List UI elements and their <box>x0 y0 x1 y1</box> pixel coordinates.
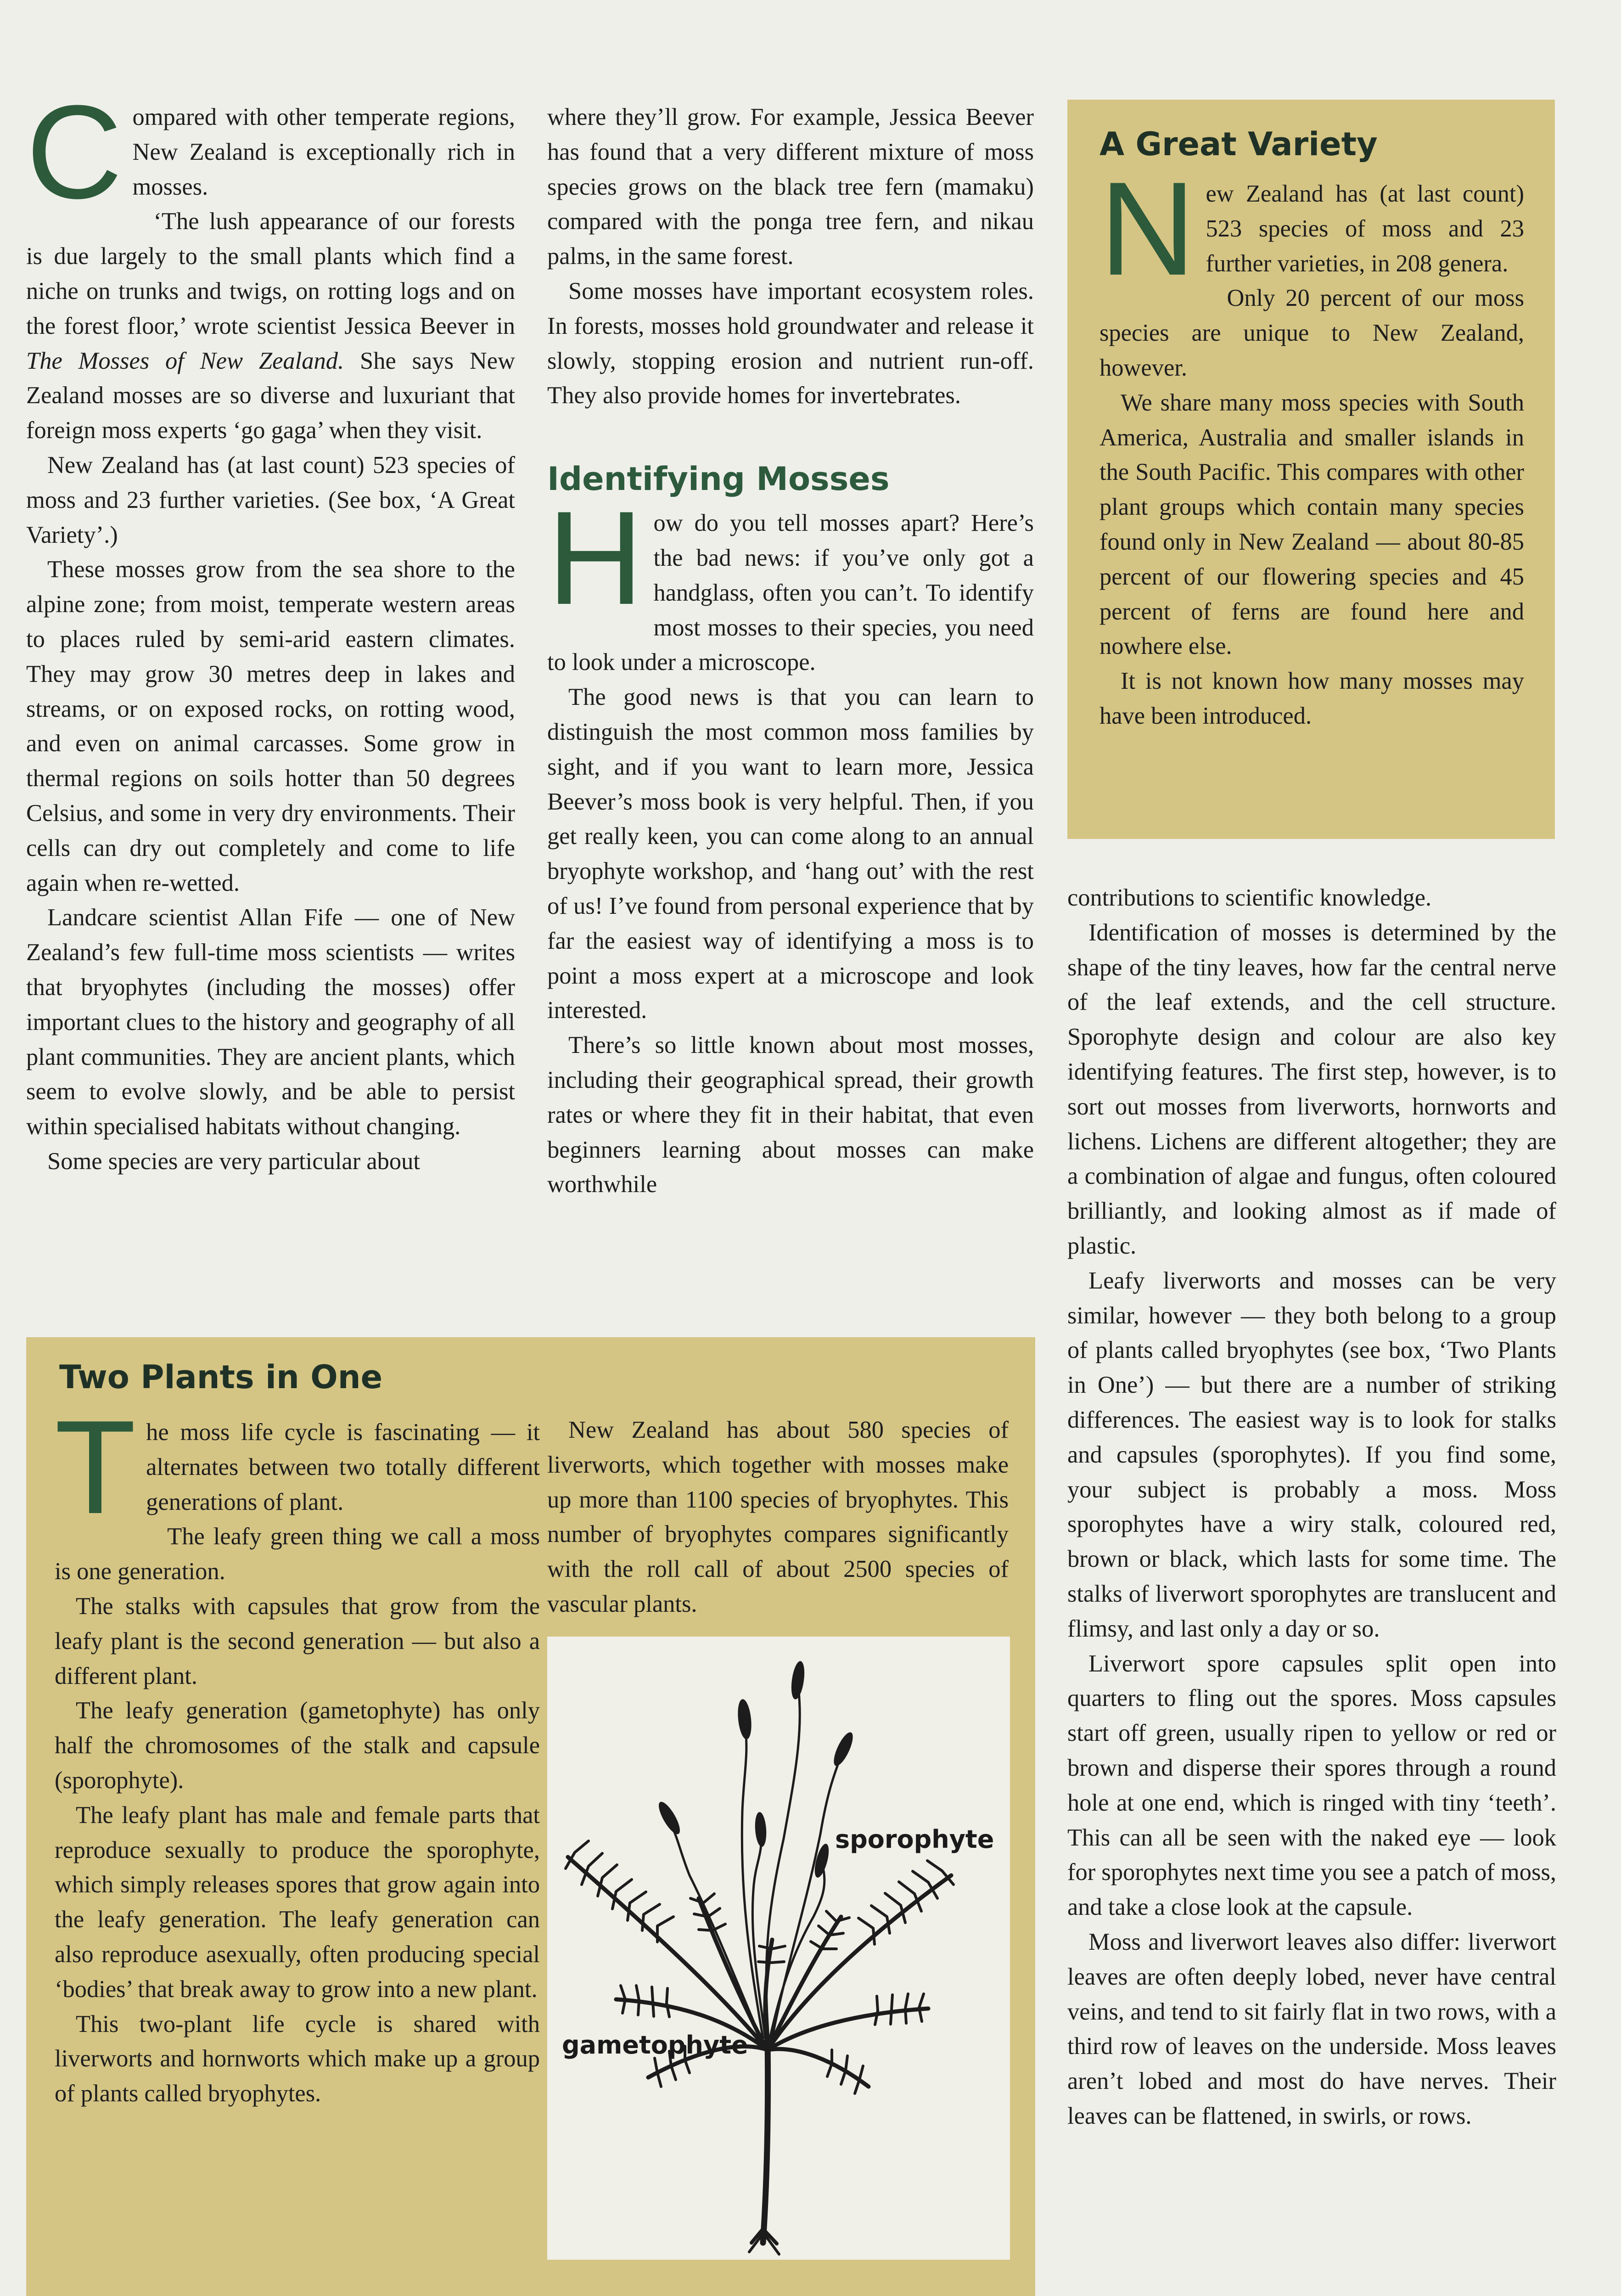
great-variety-box <box>1067 100 1555 839</box>
plants-right-paragraph: New Zealand has about 580 species of liverworts, which together with mosses make up more than 1100 species of bryophytes. This number of bryophytes compares significantly with the roll call of about 2500 species of vascular plants. <box>547 1417 1009 1617</box>
middle-paragraph-4: The good news is that you can learn to distinguish the most common moss families by sight, and if you want to learn more, Jessica Beever’s moss book is very helpful. Then, if you get really keen, you can come along to an annual bryophyte workshop, and ‘hang out’ with the rest of us! I’ve found from personal experience that by far the easiest way of identifying a moss is to point a moss expert at a microscope and look interested. <box>547 684 1034 1024</box>
intro-column <box>26 78 515 1179</box>
plants-paragraph-3: The stalks with capsules that grow from the leafy plant is the second generation — but also a different plant. <box>55 1593 540 1689</box>
plants-paragraph-5: The leafy plant has male and female parts that reproduce sexually to produce the sporophyte, which simply releases spores that grow again into the leafy generation. The leafy generation can also reproduce asexually, often producing special ‘bodies’ that break away to grow into a new plant. <box>55 1801 540 2003</box>
middle-paragraph-5: There’s so little known about most mosses, including their geographical spread, their growth rates or where they fit in their habitat, that even beginners learning about mosses can make worthwhile <box>547 1032 1034 1198</box>
right-paragraph-1: contributions to scientific knowledge. <box>1067 884 1432 911</box>
right-column <box>1067 881 1556 2134</box>
intro-paragraph-4: These mosses grow from the sea shore to the alpine zone; from moist, temperate western areas to places ruled by semi-arid eastern climates. They may grow 30 metres deep in lakes and streams, or on exposed rocks, on rotting wood, and even on animal carcasses. Some grow in thermal regions on soils hotter than 50 degrees Celsius, and some in very dry environments. Their cells can dry out completely and come to life again when re-wetted. <box>26 556 515 896</box>
two-plants-heading: Two Plants in One <box>59 1358 383 1396</box>
intro-paragraph-6: Some species are very particular about <box>47 1148 420 1175</box>
two-plants-left-text <box>55 1393 540 2111</box>
drop-cap: T <box>55 1393 136 1542</box>
drop-cap: N <box>1099 154 1196 303</box>
book-title: The Mosses of New Zealand. <box>26 347 344 374</box>
plants-paragraph-2: The leafy green thing we call a moss is one generation. <box>55 1523 540 1585</box>
intro-paragraph-5: Landcare scientist Allan Fife — one of New Zealand’s few full-time moss scientists — writes that bryophytes (including the mosses) offer important clues to the history and geography of all plant communities. They are ancient plants, which seem to evolve slowly, and be able to persist within specialised habitats without changing. <box>26 904 515 1140</box>
variety-paragraph-3: We share many moss species with South America, Australia and smaller islands in the South Pacific. This compares with other plant groups which contain many species found only in New Zealand — about 80-85 percent of our flowering species and 45 percent of ferns are found here and nowhere else. <box>1099 389 1524 660</box>
intro-paragraph-1: Compared with other temperate regions, New Zealand is exceptionally rich in mosses. <box>26 78 515 226</box>
middle-paragraph-1: where they’ll grow. For example, Jessica Beever has found that a very different mixture of moss species grows on the black tree fern (mamaku) compared with the ponga tree fern, and nikau palms, in the same forest. <box>547 104 1034 270</box>
right-paragraph-3: Leafy liverworts and mosses can be very similar, however — they both belong to a group of plants called bryophytes (see box, ‘Two Plants in One’) — but there are a number of striking differences. The easiest way is to look for stalks and capsules (sporophytes). If you find some, your subject is probably a moss. Moss sporophytes have a wiry stalk, coloured red, brown or black, which lasts for some time. The stalks of liverwort sporophytes are translucent and flimsy, and last only a day or so. <box>1067 1267 1556 1642</box>
moss-figure <box>547 1637 1010 2260</box>
two-plants-box <box>26 1337 1035 2296</box>
gametophyte-label: gametophyte <box>562 2031 748 2060</box>
drop-cap: H <box>547 484 644 633</box>
right-paragraph-2: Identification of mosses is determined by the shape of the tiny leaves, how far the central nerve of the leaf extends, and the cell structure. Sporophyte design and colour are also key identifying features. The first step, however, is to sort out mosses from liverworts, hornworts and lichens. Lichens are different altogether; they are a combination of algae and fungus, often coloured brilliantly, and looking almost as if made of plastic. <box>1067 919 1556 1259</box>
variety-paragraph-2: Only 20 percent of our moss species are unique to New Zealand, however. <box>1099 285 1524 381</box>
plants-paragraph-4: The leafy generation (gametophyte) has only half the chromosomes of the stalk and capsule (sporophyte). <box>55 1697 540 1794</box>
middle-column <box>547 100 1034 1202</box>
sporophyte-label: sporophyte <box>835 1825 994 1854</box>
middle-paragraph-3: How do you tell mosses apart? Here’s the bad news: if you’ve only got a handglass, often you can’t. To identify most mosses to their species, you need to look under a microscope. <box>547 484 1034 676</box>
right-paragraph-4: Liverwort spore capsules split open into quarters to fling out the spores. Moss capsules start off green, usually ripen to yellow or red or brown and disperse their spores through a round hole at one end, which is ringed with tiny ‘teeth’. This can all be seen with the naked eye — look for sporophytes next time you see a patch of moss, and take a close look at the capsule. <box>1067 1650 1556 1921</box>
middle-paragraph-2: Some mosses have important ecosystem roles. In forests, mosses hold groundwater and release it slowly, stopping erosion and nutrient run-off. They also provide homes for invertebrates. <box>547 277 1034 409</box>
great-variety-content <box>1099 124 1524 734</box>
great-variety-heading: A Great Variety <box>1099 125 1378 163</box>
plants-paragraph-6: This two-plant life cycle is shared with liverworts and hornworts which make up a group of plants called bryophytes. <box>55 2010 540 2107</box>
drop-cap: C <box>26 78 123 226</box>
intro-paragraph-3: New Zealand has (at last count) 523 species of moss and 23 further varieties. (See box, ‘A Great Variety’.) <box>26 451 515 548</box>
moss-illustration <box>547 1637 1010 2260</box>
variety-paragraph-1: New Zealand has (at last count) 523 species of moss and 23 further varieties, in 208 genera. <box>1099 154 1524 303</box>
plants-paragraph-1: The moss life cycle is fascinating — it alternates between two totally different generations of plant. <box>55 1393 540 1542</box>
intro-paragraph-2: ‘The lush appearance of our forests is due largely to the small plants which find a niche on trunks and twigs, on rotting logs and on the forest floor,’ wrote scientist Jessica Beever in The Mosses of New Zealand. She says New Zealand mosses are so diverse and luxuriant that foreign moss experts ‘go gaga’ when they visit. <box>26 208 515 444</box>
variety-paragraph-4: It is not known how many mosses may have been introduced. <box>1099 668 1524 729</box>
identifying-mosses-heading: Identifying Mosses <box>547 460 890 498</box>
two-plants-right-text <box>547 1413 1009 1622</box>
right-paragraph-5: Moss and liverwort leaves also differ: liverwort leaves are often deeply lobed, never have central veins, and tend to sit fairly flat in two rows, with a third row of leaves on the underside. Moss leaves aren’t lobed and most do have nerves. Their leaves can be flattened, in swirls, or rows. <box>1067 1928 1556 2129</box>
